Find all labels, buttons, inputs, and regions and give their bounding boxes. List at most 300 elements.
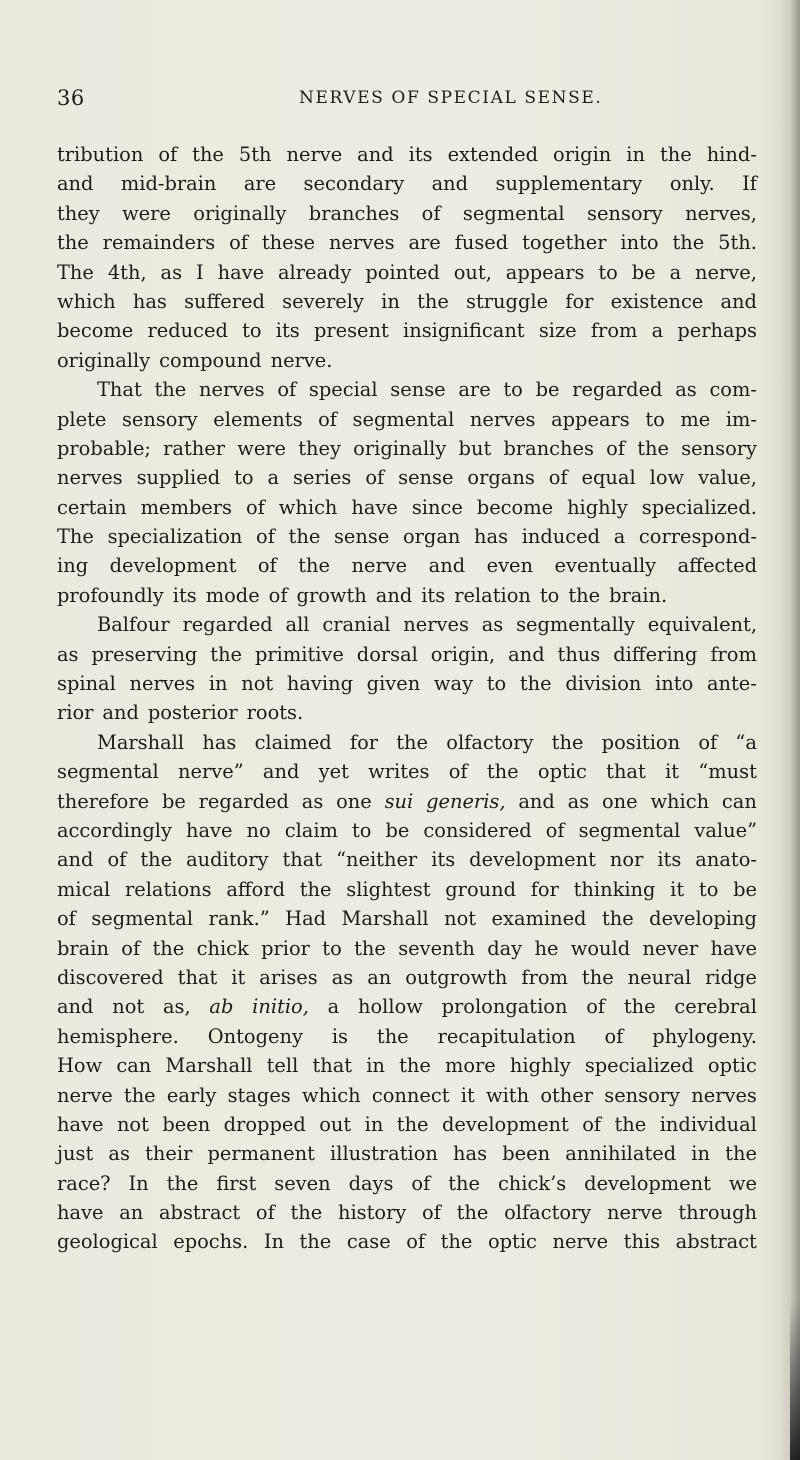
word: of — [421, 201, 441, 225]
word: tell — [266, 1054, 299, 1078]
text-line — [57, 875, 757, 904]
word: regarded — [572, 378, 663, 402]
word: which — [278, 495, 338, 519]
word: division — [565, 672, 642, 696]
word: compound — [159, 348, 262, 372]
word: together — [522, 231, 607, 255]
text-line — [57, 463, 757, 492]
word: segmental — [352, 407, 455, 431]
word: reduced — [147, 319, 228, 343]
word: “a — [735, 730, 757, 754]
word: are — [458, 378, 491, 402]
word: nerve, — [695, 260, 757, 284]
text-line — [57, 934, 757, 963]
text-line — [57, 963, 757, 992]
word: elements — [213, 407, 303, 431]
word: specialized. — [641, 495, 757, 519]
word: the — [140, 848, 173, 872]
word: it — [460, 1083, 475, 1107]
word: mical — [57, 877, 111, 901]
word: series — [293, 466, 352, 490]
text-line — [57, 669, 757, 698]
word: thus — [557, 642, 601, 666]
word: nerves — [198, 378, 265, 402]
text-line — [57, 787, 757, 816]
word: in — [366, 1054, 385, 1078]
word: from — [521, 965, 568, 989]
word: and — [428, 554, 466, 578]
word: nerves — [469, 407, 536, 431]
word: relation — [454, 583, 531, 607]
word: the — [581, 965, 614, 989]
word: be — [385, 818, 410, 842]
word: individual — [659, 1112, 757, 1136]
word: The — [57, 525, 94, 549]
word: rank.” — [208, 907, 270, 931]
word: were — [122, 201, 171, 225]
word: as — [675, 378, 697, 402]
word: the — [210, 642, 243, 666]
word: nerve” — [178, 760, 244, 784]
word: never — [642, 936, 699, 960]
word: nor — [609, 848, 644, 872]
word: a — [613, 525, 626, 549]
word: development — [442, 1112, 569, 1136]
word: tribution — [57, 143, 144, 166]
word: day — [487, 936, 523, 960]
word: prolongation — [441, 995, 568, 1019]
word: segmentally — [516, 613, 635, 637]
text-line — [57, 992, 757, 1021]
word: Marshall — [165, 1054, 253, 1078]
text-line — [57, 522, 757, 551]
word: geological — [57, 1230, 158, 1254]
word: supplied — [136, 466, 221, 490]
word: certain — [57, 495, 127, 519]
text-line — [57, 1022, 757, 1051]
word: accordingly — [57, 818, 172, 842]
word: be — [535, 378, 560, 402]
word: the — [601, 907, 634, 931]
word: profoundly — [57, 583, 164, 607]
word: not — [116, 1112, 149, 1136]
word: 4th, — [107, 260, 147, 284]
word: in — [364, 1112, 384, 1136]
word: the — [399, 1054, 431, 1078]
word: have — [351, 495, 398, 519]
word: equivalent, — [647, 613, 757, 637]
italic-word: generis, — [426, 789, 506, 813]
word: originally — [57, 348, 151, 372]
word: the — [440, 1230, 473, 1254]
word: severely — [282, 289, 364, 313]
word: would — [570, 936, 631, 960]
word: abstract — [158, 1201, 241, 1225]
word: can — [721, 789, 757, 813]
word: chick’s — [497, 1171, 567, 1195]
word: be — [161, 789, 186, 813]
word: In — [128, 1171, 149, 1195]
word: of — [448, 760, 468, 784]
word: neural — [627, 965, 692, 989]
text-line — [57, 375, 757, 404]
word: roots. — [246, 701, 304, 725]
word: the — [299, 1230, 332, 1254]
word: regarded — [182, 613, 273, 637]
word: branches — [503, 436, 594, 460]
word: cranial — [322, 613, 391, 637]
italic-word: ab — [209, 995, 234, 1019]
word: its — [657, 848, 682, 872]
word: nerves, — [685, 201, 757, 225]
word: out, — [453, 260, 492, 284]
word: Balfour — [97, 613, 170, 637]
word: it — [231, 965, 246, 989]
word: claim — [284, 818, 338, 842]
word: ante- — [706, 672, 757, 696]
word: of — [257, 554, 277, 578]
word: the — [123, 1083, 156, 1107]
word: not — [112, 995, 145, 1019]
word: development — [584, 1171, 711, 1195]
word: rior — [57, 701, 94, 725]
word: If — [742, 172, 757, 196]
word: 5th — [238, 143, 272, 166]
text-line — [57, 1227, 757, 1256]
text-line — [57, 1169, 757, 1198]
word: it — [670, 877, 685, 901]
word: and — [57, 848, 94, 872]
word: yet — [318, 760, 349, 784]
word: one — [601, 789, 638, 813]
text-line — [57, 228, 757, 257]
word: given — [366, 672, 421, 696]
word: developing — [649, 907, 757, 931]
word: have — [185, 818, 233, 842]
word: optic — [487, 1230, 537, 1254]
word: into — [620, 231, 659, 255]
word: the — [57, 231, 89, 255]
word: mode — [205, 583, 260, 607]
word: he — [534, 936, 559, 960]
word: from — [710, 642, 757, 666]
word: therefore — [57, 789, 150, 813]
word: present — [313, 319, 389, 343]
word: have — [57, 1112, 104, 1136]
word: to — [234, 466, 254, 490]
word: these — [261, 231, 316, 255]
word: recapitulation — [437, 1024, 576, 1048]
word: That — [97, 378, 142, 402]
word: cerebral — [674, 995, 757, 1019]
word: 5th. — [718, 231, 757, 255]
word: How — [57, 1054, 103, 1078]
word: are — [243, 172, 277, 196]
word: originally — [353, 436, 447, 460]
word: its — [275, 319, 300, 343]
word: of — [277, 378, 297, 402]
word: race? — [57, 1171, 111, 1195]
word: the — [456, 1201, 489, 1225]
word: the — [376, 1024, 409, 1048]
word: through — [678, 1201, 757, 1225]
text-line — [57, 1110, 757, 1139]
text-line — [57, 640, 757, 669]
text-line — [57, 1139, 757, 1168]
word: nerves — [328, 231, 395, 255]
word: the — [290, 1201, 323, 1225]
word: the — [298, 554, 330, 578]
word: highly — [509, 1054, 571, 1078]
word: the — [568, 583, 601, 607]
word: low — [649, 466, 685, 490]
word: the — [152, 936, 185, 960]
word: outgrowth — [405, 965, 508, 989]
word: nerves — [129, 672, 196, 696]
text-line — [57, 904, 757, 933]
word: in — [691, 1142, 710, 1166]
word: and — [508, 642, 545, 666]
word: of — [582, 1112, 602, 1136]
word: its — [408, 143, 433, 166]
word: but — [458, 436, 492, 460]
word: Ontogeny — [207, 1024, 303, 1048]
word: more — [444, 1054, 496, 1078]
word: is — [331, 1024, 348, 1048]
word: not — [241, 672, 274, 696]
text-line — [57, 551, 757, 580]
word: as — [108, 1142, 130, 1166]
word: as — [57, 642, 79, 666]
word: Had — [285, 907, 327, 931]
word: ground — [445, 877, 517, 901]
word: special — [308, 378, 378, 402]
word: to — [486, 672, 507, 696]
word: case — [346, 1230, 391, 1254]
word: nerves — [403, 613, 469, 637]
page-number: 36 — [57, 86, 85, 110]
word: the — [659, 143, 692, 166]
word: other — [540, 1083, 594, 1107]
word: struggle — [466, 289, 549, 313]
word: slightest — [346, 877, 431, 901]
word: im- — [725, 407, 757, 431]
word: for — [530, 877, 559, 901]
word: of — [406, 1230, 426, 1254]
word: supplementary — [495, 172, 643, 196]
word: in — [381, 289, 400, 313]
word: of — [158, 143, 178, 166]
word: to — [503, 378, 523, 402]
word: has — [132, 289, 167, 313]
word: to — [539, 583, 560, 607]
word: of — [256, 525, 275, 549]
word: “neither — [336, 848, 418, 872]
word: seventh — [398, 936, 475, 960]
word: connect — [371, 1083, 450, 1107]
word: the — [448, 1171, 480, 1195]
text-line — [57, 169, 757, 198]
word: dropped — [223, 1112, 306, 1136]
word: of — [245, 495, 265, 519]
word: have — [217, 260, 265, 284]
word: examined — [491, 907, 587, 931]
word: claimed — [254, 730, 332, 754]
word: in — [208, 672, 228, 696]
word: we — [728, 1171, 757, 1195]
word: which — [302, 1083, 361, 1107]
text-line — [57, 258, 757, 287]
text-line — [57, 581, 757, 610]
binding-edge — [790, 1300, 800, 1460]
word: way — [433, 672, 474, 696]
word: been — [502, 1142, 551, 1166]
word: writes — [368, 760, 430, 784]
word: primitive — [254, 642, 344, 666]
word: olfactory — [446, 730, 534, 754]
binding-shadow — [778, 0, 800, 1460]
word: of — [255, 1201, 275, 1225]
word: for — [349, 730, 379, 754]
word: segmental — [91, 907, 194, 931]
word: appears — [551, 407, 630, 431]
word: permanent — [207, 1142, 315, 1166]
word: the — [519, 672, 552, 696]
word: fused — [454, 231, 509, 255]
word: have — [57, 1201, 104, 1225]
word: auditory — [186, 848, 269, 872]
word: of — [411, 1171, 431, 1195]
word: the — [486, 760, 519, 784]
word: for — [565, 289, 594, 313]
word: nerve — [552, 1230, 609, 1254]
word: and — [57, 172, 94, 196]
running-head — [57, 86, 757, 116]
text-line — [57, 199, 757, 228]
word: affected — [677, 554, 757, 578]
word: not — [444, 907, 477, 931]
word: sensory — [681, 436, 757, 460]
word: induced — [521, 525, 601, 549]
word: and — [57, 995, 94, 1019]
word: be — [733, 877, 757, 901]
word: which — [57, 289, 116, 313]
word: phylogeny. — [652, 1024, 757, 1048]
word: the — [166, 1171, 199, 1195]
word: only. — [669, 172, 715, 196]
word: size — [538, 319, 577, 343]
word: nerve — [57, 1083, 113, 1107]
word: the — [672, 231, 705, 255]
word: their — [145, 1142, 193, 1166]
word: of — [422, 1201, 441, 1225]
word: of — [318, 407, 337, 431]
text-line — [57, 493, 757, 522]
word: of — [57, 907, 76, 931]
word: they — [57, 201, 100, 225]
word: that — [177, 965, 218, 989]
word: and — [375, 583, 413, 607]
word: hollow — [358, 995, 423, 1019]
word: the — [396, 1112, 429, 1136]
word: discovered — [57, 965, 164, 989]
word: prior — [261, 936, 310, 960]
word: brain. — [609, 583, 668, 607]
text-line — [57, 1081, 757, 1110]
word: in — [626, 143, 645, 166]
text-line — [57, 140, 757, 169]
word: perhaps — [677, 319, 757, 343]
word: the — [725, 1142, 757, 1166]
word: since — [411, 495, 463, 519]
text-line — [57, 287, 757, 316]
word: nerve. — [270, 348, 333, 372]
word: segmental — [578, 818, 681, 842]
word: to — [322, 936, 342, 960]
word: a — [651, 319, 664, 343]
word: chick — [196, 936, 249, 960]
word: the — [192, 143, 224, 166]
word: the — [154, 378, 187, 402]
word: dorsal — [356, 642, 418, 666]
word: and — [720, 289, 757, 313]
word: anato- — [695, 848, 757, 872]
word: of — [586, 995, 606, 1019]
word: been — [162, 1112, 211, 1136]
word: having — [286, 672, 353, 696]
word: organ — [402, 525, 461, 549]
word: segmental — [57, 760, 159, 784]
word: the — [288, 525, 321, 549]
word: posterior — [147, 701, 238, 725]
word: all — [285, 613, 310, 637]
word: and — [357, 143, 394, 166]
word: sense — [333, 525, 390, 549]
word: Marshall — [341, 907, 429, 931]
word: The — [57, 260, 94, 284]
word: to — [242, 319, 262, 343]
word: illustration — [330, 1142, 438, 1166]
word: and — [102, 701, 139, 725]
word: optic — [707, 1054, 757, 1078]
italic-word: sui — [384, 789, 414, 813]
text-line — [57, 346, 757, 375]
word: specialized — [584, 1054, 694, 1078]
running-title: NERVES OF SPECIAL SENSE. — [299, 88, 603, 108]
word: “must — [698, 760, 757, 784]
word: stages — [227, 1083, 291, 1107]
word: has — [453, 1142, 488, 1166]
word: the — [396, 730, 429, 754]
word: as — [160, 260, 183, 284]
italic-word: initio, — [252, 995, 309, 1019]
text-line — [57, 610, 757, 639]
word: considered — [423, 818, 532, 842]
word: development — [469, 848, 596, 872]
word: an — [119, 1201, 144, 1225]
word: originally — [193, 201, 287, 225]
word: of — [604, 1024, 624, 1048]
word: a — [327, 995, 340, 1019]
word: to — [351, 818, 372, 842]
word: sensory — [121, 407, 198, 431]
word: eventually — [554, 554, 657, 578]
word: brain — [57, 936, 109, 960]
word: growth — [296, 583, 367, 607]
word: insignificant — [403, 319, 525, 343]
text-line — [57, 757, 757, 786]
word: equal — [581, 466, 636, 490]
